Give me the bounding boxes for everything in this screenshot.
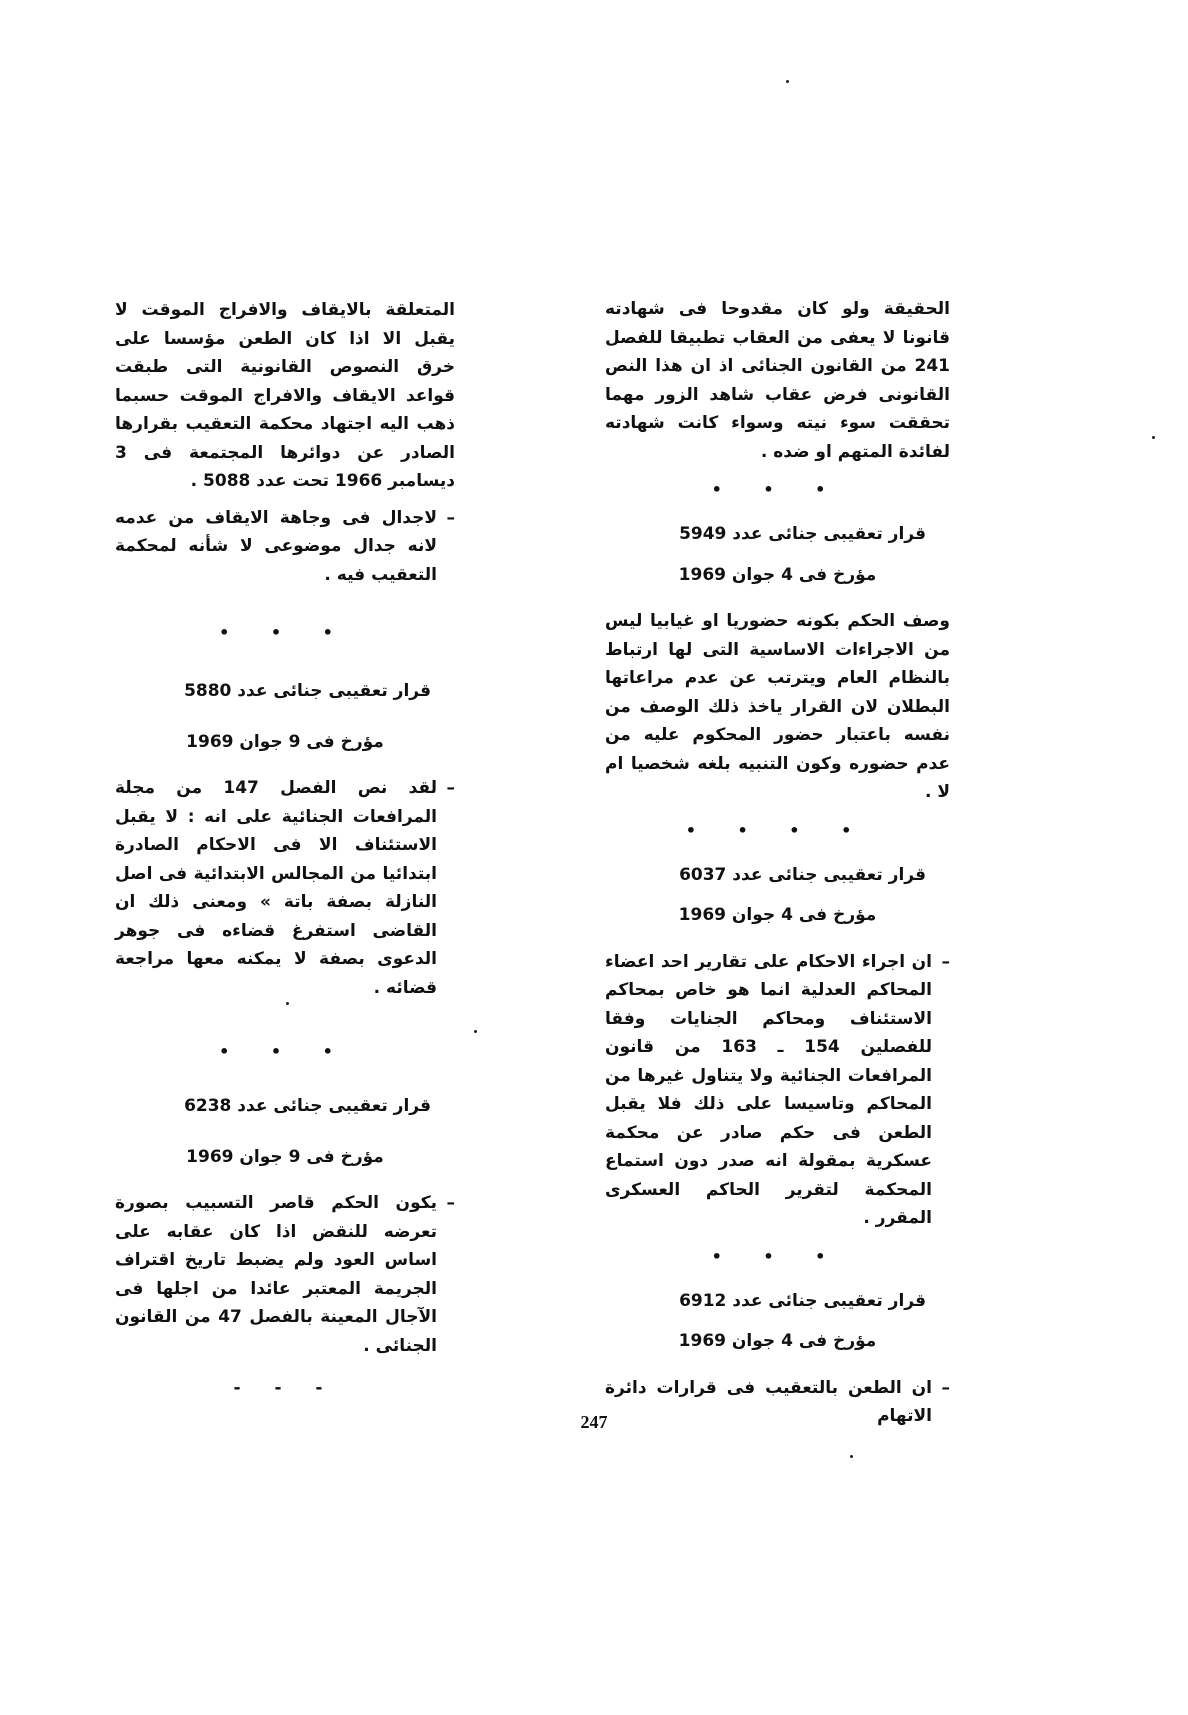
- decision-title-6238: قرار تعقيبى جنائى عدد 6238: [184, 1096, 431, 1116]
- separator-stars: • • •: [219, 623, 351, 642]
- separator-stars: • • •: [711, 1246, 844, 1266]
- decision-date-5949: مؤرخ فى 4 جوان 1969: [678, 564, 877, 585]
- scan-speck: [286, 1002, 289, 1005]
- decision-title-6912: قرار تعقيبى جنائى عدد 6912: [679, 1290, 926, 1311]
- scan-speck: [850, 1455, 853, 1458]
- decision-date-5880: مؤرخ فى 9 جوان 1969: [186, 731, 384, 752]
- scan-speck: [1152, 436, 1155, 439]
- decision-text-5949: وصف الحكم بكونه حضوريا او غيابيا ليس من الاجراءات الاساسية التى لها ارتباط بالنظام العام ويترتب عن عدم مراعاتها البطلان لان القرار ياخذ ذلك الوصف من نفسه باعتبار حضور المحكوم عليه من عدم حضوره وكون التنبيه بلغه شخصيا ام لا .: [605, 611, 950, 802]
- decision-text-6037: – ان اجراء الاحكام على تقارير احد اعضاء المحاكم العدلية انما هو خاص بمحاكم الاستئناف ومحاكم الجنايات وفقا للفصلين 154 ـ 163 من قانون المرافعات الجنائية ولا يتناول غيرها من المحاكم وتاسيسا على ذلك فلا يقبل الطعن فى حكم صادر عن محكمة عسكرية بمقولة انه صدر دون استماع المحكمة لتقرير الحاكم العسكرى المقرر .: [605, 948, 950, 1233]
- decision-title-5949: قرار تعقيبى جنائى عدد 5949: [679, 524, 926, 544]
- decision-text-6238: – يكون الحكم قاصر التسبيب بصورة تعرضه للنقض اذا كان عقابه على اساس العود ولم يضبط تاريخ اقتراف الجريمة المعتبر عائدا من اجلها فى الآجال المعينة بالفصل 47 من القانون الجنائى .: [115, 1189, 455, 1360]
- separator-stars: • • • •: [685, 820, 870, 840]
- right-intro-paragraph: الحقيقة ولو كان مقدوحا فى شهادته قانونا لا يعفى من العقاب تطبيقا للفصل 241 من القانون الجنائى اذ ان هذا النص القانونى فرض عقاب شاهد الزور مهما تحققت سوء نيته وسواء كانت شهادته لفائدة المتهم او ضده .: [605, 299, 950, 462]
- left-intro-paragraph: المتعلقة بالايقاف والافراج الموقت لا يقبل الا اذا كان الطعن مؤسسا على خرق النصوص القانونية التى طبقت قواعد الايقاف والافراج الموقت حسبما ذهب اليه اجتهاد محكمة التعقيب بقرارها الصادر عن دوائرها المجتمعة فى 3 ديسامبر 1966 تحت عدد 5088 .: [115, 300, 455, 491]
- decision-text-6912: – ان الطعن بالتعقيب فى قرارات دائرة الاتهام: [605, 1374, 950, 1431]
- decision-date-6912: مؤرخ فى 4 جوان 1969: [678, 1331, 877, 1351]
- page-number: 247: [580, 1412, 608, 1432]
- decision-title-6037: قرار تعقيبى جنائى عدد 6037: [679, 864, 926, 885]
- decision-date-6238: مؤرخ فى 9 جوان 1969: [186, 1146, 384, 1167]
- scan-speck: [474, 1030, 477, 1033]
- decision-text-5880: – لقد نص الفصل 147 من مجلة المرافعات الجنائية على انه : لا يقبل الاستئناف الا فى الاحكام الصادرة ابتدائيا من المجالس الابتدائية فى اصل النازلة بصفة باتة » ومعنى ذلك ان القاضى استفرغ قضاءه فى جوهر الدعوى بصفة لا يمكنه معها مراجعة قضائه .: [115, 774, 455, 1002]
- right-column: [605, 295, 950, 1431]
- left-column: [115, 296, 455, 1398]
- decision-title-5880: قرار تعقيبى جنائى عدد 5880: [184, 681, 431, 701]
- end-mark: - - -: [233, 1378, 337, 1398]
- separator-stars: • • •: [219, 1042, 351, 1061]
- decision-date-6037: مؤرخ فى 4 جوان 1969: [678, 905, 877, 925]
- separator-stars: • • •: [711, 480, 844, 499]
- scan-speck: [786, 80, 789, 83]
- left-intro-bullet: – لاجدال فى وجاهة الايقاف من عدمه لانه جدال موضوعى لا شأنه لمحكمة التعقيب فيه .: [115, 504, 455, 590]
